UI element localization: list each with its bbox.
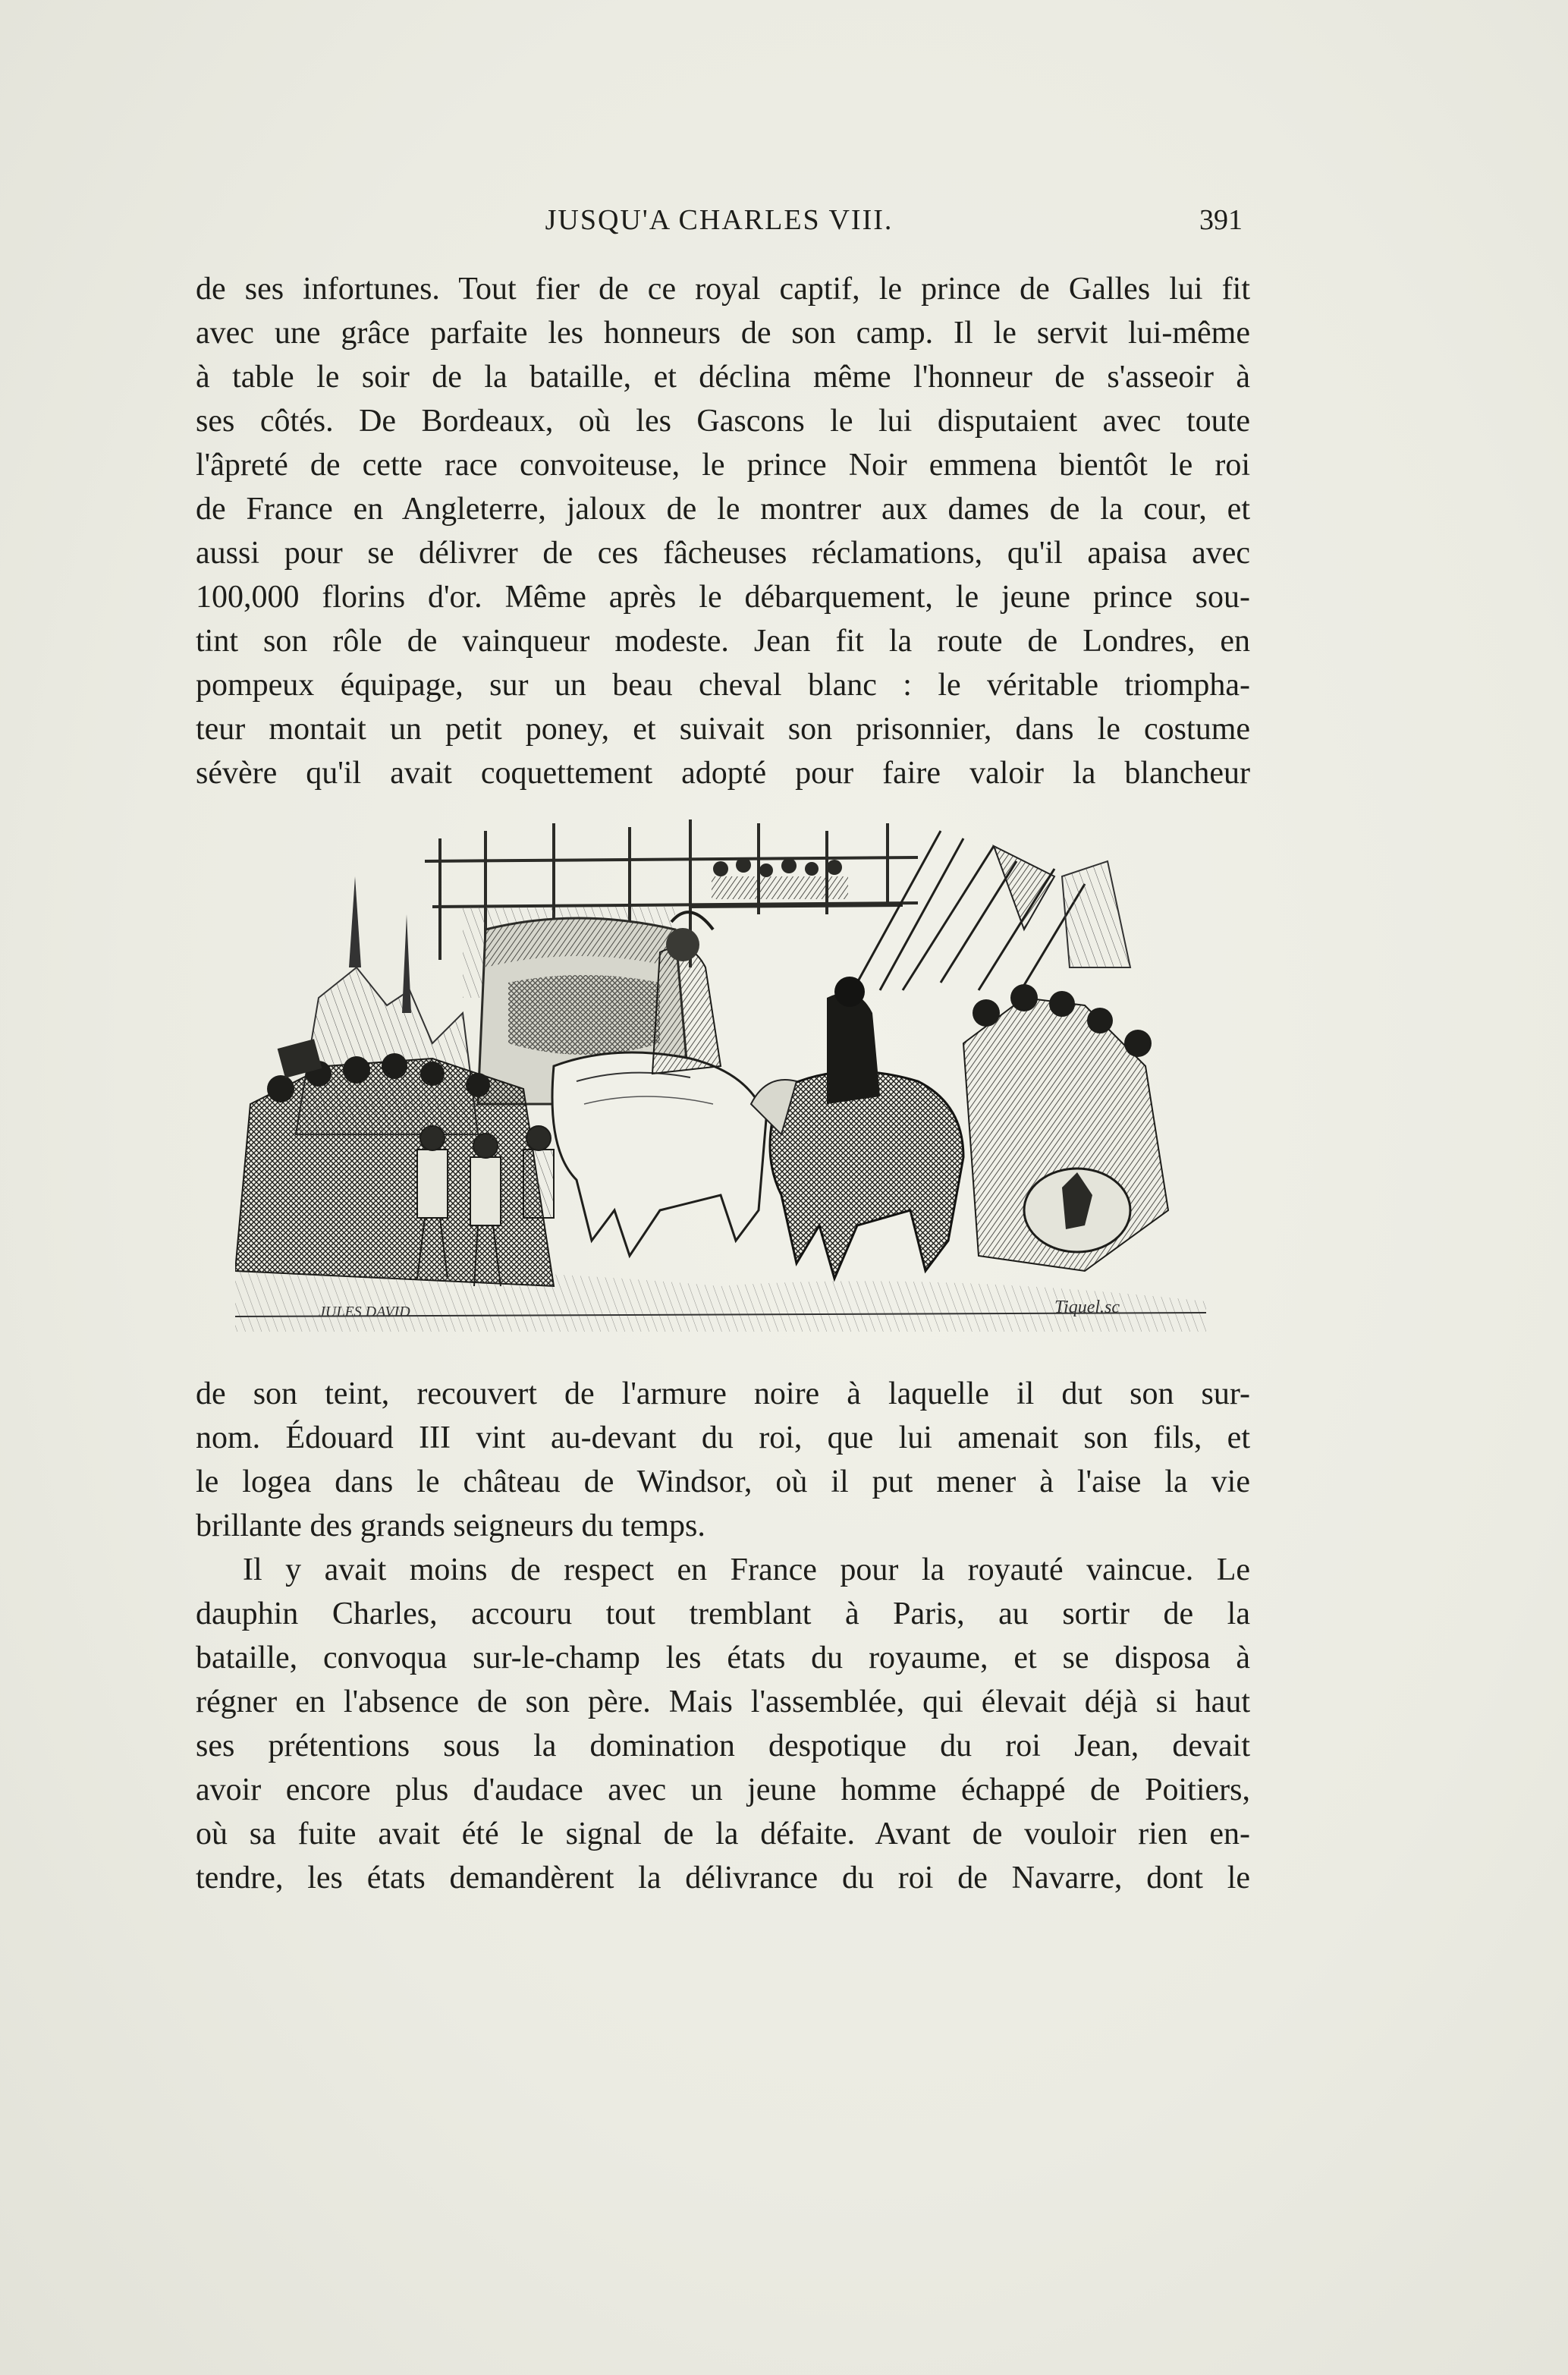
text-line: à table le soir de la bataille, et déclina même l'honneur de s'asseoir à [196, 360, 1250, 395]
text-line: tendre, les états demandèrent la délivrance du roi de Navarre, dont le [196, 1861, 1250, 1895]
text-line: Il y avait moins de respect en France pour la royauté vaincue. Le [243, 1552, 1250, 1587]
text-line: brillante des grands seigneurs du temps. [196, 1508, 705, 1543]
text-line: de France en Angleterre, jaloux de le montrer aux dames de la cour, et [196, 492, 1250, 527]
text-line: de son teint, recouvert de l'armure noire à laquelle il dut son sur- [196, 1376, 1250, 1411]
running-head [196, 203, 1243, 241]
text-line: tint son rôle de vainqueur modeste. Jean fit la route de Londres, en [196, 624, 1250, 659]
text-line: l'âpreté de cette race convoiteuse, le prince Noir emmena bientôt le roi [196, 448, 1250, 483]
paragraph-top [196, 267, 1250, 795]
text-line: pompeux équipage, sur un beau cheval blanc : le véritable triompha- [196, 668, 1250, 703]
text-line: de ses infortunes. Tout fier de ce royal captif, le prince de Galles lui fit [196, 272, 1250, 307]
page-number: 391 [1199, 204, 1243, 236]
text-line: bataille, convoqua sur-le-champ les états du royaume, et se disposa à [196, 1640, 1250, 1675]
dark-horse-and-black-prince [751, 977, 963, 1279]
text-line: le logea dans le château de Windsor, où il put mener à l'aise la vie [196, 1464, 1250, 1499]
text-line: nom. Édouard III vint au-devant du roi, que lui amenait son fils, et [196, 1420, 1250, 1455]
engraving-procession-illustration [235, 816, 1206, 1332]
text-line: dauphin Charles, accouru tout tremblant à Paris, au sortir de la [196, 1596, 1250, 1631]
text-line: régner en l'absence de son père. Mais l'assemblée, qui élevait déjà si haut [196, 1685, 1250, 1719]
text-line: où sa fuite avait été le signal de la défaite. Avant de vouloir rien en- [196, 1817, 1250, 1851]
engraving-drawing [235, 816, 1206, 1332]
text-line: teur montait un petit poney, et suivait son prisonnier, dans le costume [196, 712, 1250, 747]
text-line: ses prétentions sous la domination despotique du roi Jean, devait [196, 1729, 1250, 1763]
engraving-signature-left: JULES DAVID [319, 1304, 410, 1320]
text-line: aussi pour se délivrer de ces fâcheuses réclamations, qu'il apaisa avec [196, 536, 1250, 571]
text-line: avoir encore plus d'audace avec un jeune homme échappé de Poitiers, [196, 1773, 1250, 1807]
text-line: 100,000 florins d'or. Même après le débarquement, le jeune prince sou- [196, 580, 1250, 615]
running-title: JUSQU'A CHARLES VIII. [545, 204, 894, 236]
text-line: sévère qu'il avait coquettement adopté pour faire valoir la blancheur [196, 756, 1250, 791]
engraving-signature-right: Tiquel.sc [1054, 1298, 1120, 1317]
text-line: avec une grâce parfaite les honneurs de son camp. Il le servit lui-même [196, 316, 1250, 351]
text-line: ses côtés. De Bordeaux, où les Gascons le lui disputaient avec toute [196, 404, 1250, 439]
paragraph-bottom [196, 1372, 1250, 1900]
